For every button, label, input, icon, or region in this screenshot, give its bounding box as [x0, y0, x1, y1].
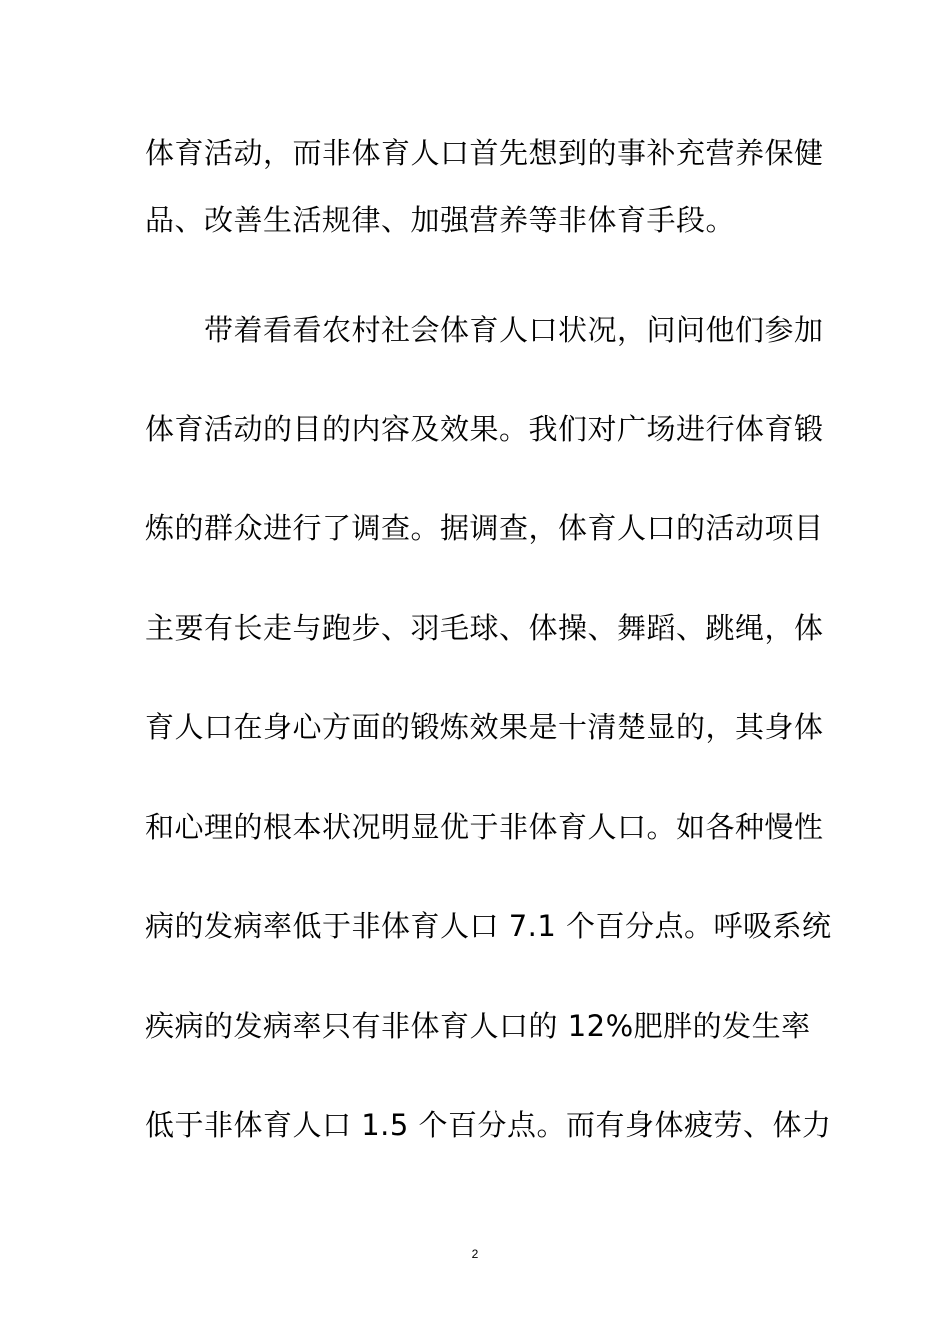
- text-line: 带着看看农村社会体育人口状况，问问他们参加: [145, 313, 824, 347]
- text-line: 和心理的根本状况明显优于非体育人口。如各种慢性: [145, 810, 824, 844]
- text-line: 品、改善生活规律、加强营养等非体育手段。: [145, 203, 736, 237]
- page-number: 2: [471, 1247, 479, 1261]
- text-line: 育人口在身心方面的锻炼效果是十清楚显的，其身体: [145, 710, 824, 744]
- text-line: 体育活动，而非体育人口首先想到的事补充营养保健: [145, 136, 824, 170]
- text-line: 低于非体育人口 1.5 个百分点。而有身体疲劳、体力: [145, 1108, 832, 1142]
- text-line: 疾病的发病率只有非体育人口的 12%肥胖的发生率: [145, 1009, 811, 1043]
- text-line: 体育活动的目的内容及效果。我们对广场进行体育锻: [145, 412, 824, 446]
- text-line: 炼的群众进行了调查。据调查，体育人口的活动项目: [145, 511, 824, 545]
- text-line: 病的发病率低于非体育人口 7.1 个百分点。呼吸系统: [145, 909, 832, 943]
- text-line: 主要有长走与跑步、羽毛球、体操、舞蹈、跳绳，体: [145, 611, 824, 645]
